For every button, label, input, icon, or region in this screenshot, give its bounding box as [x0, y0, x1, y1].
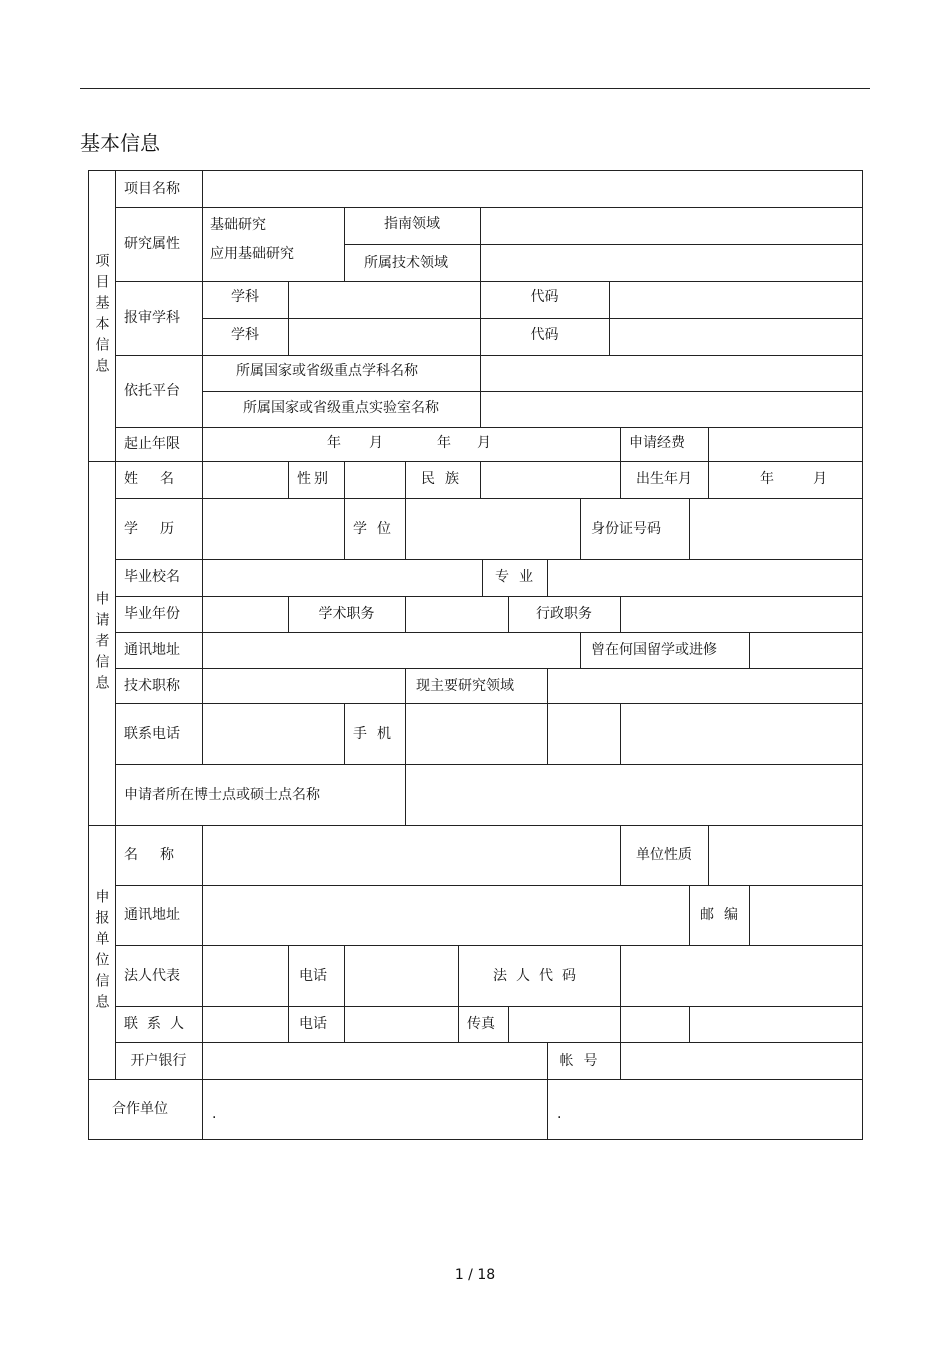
- subject-label-1: 学科: [231, 289, 259, 305]
- table-line: [288, 945, 289, 1042]
- guide-field-value[interactable]: [481, 208, 862, 244]
- page-title: 基本信息: [80, 131, 160, 155]
- gender-label: 性别: [297, 471, 331, 487]
- degree-field[interactable]: [406, 499, 580, 559]
- section-unit-info: 申报单位信息: [93, 889, 110, 1015]
- funding-label: 申请经费: [629, 435, 685, 451]
- academic-title-field[interactable]: [406, 597, 508, 632]
- grad-year-label: 毕业年份: [124, 606, 180, 622]
- research-attribute-options[interactable]: [202, 211, 294, 269]
- platform-label: 依托平台: [124, 383, 180, 399]
- option-basic-research[interactable]: 基础研究: [210, 217, 266, 233]
- ethnicity-field[interactable]: [481, 462, 620, 498]
- doctoral-point-label: 申请者所在博士点或硕士点名称: [124, 786, 320, 803]
- unit-name-label: 名称: [124, 847, 196, 863]
- bank-field[interactable]: [203, 1043, 547, 1079]
- education-field[interactable]: [203, 499, 344, 559]
- table-line: [405, 668, 406, 703]
- education-label: 学历: [124, 520, 196, 537]
- fax-extra-field-2[interactable]: [690, 1007, 862, 1042]
- option-applied-basic-research[interactable]: 应用基础研究: [210, 246, 294, 262]
- cooperation-label: 合作单位: [112, 1101, 168, 1117]
- legal-code-label: 法人代码: [493, 967, 585, 984]
- phone-field[interactable]: [203, 704, 344, 764]
- table-line: [580, 498, 581, 559]
- discipline-label: 报审学科: [124, 310, 180, 326]
- legal-code-field[interactable]: [621, 946, 862, 1006]
- applicant-address-field[interactable]: [203, 633, 580, 668]
- table-line: [708, 461, 709, 498]
- key-lab-label: 所属国家或省级重点实验室名称: [243, 400, 439, 416]
- period-year-start: 年: [327, 435, 341, 451]
- unit-name-field[interactable]: [203, 826, 620, 885]
- code-field-1[interactable]: [610, 282, 862, 318]
- tech-field-label: 所属技术领域: [364, 254, 448, 271]
- applicant-address-label: 通讯地址: [124, 642, 180, 658]
- tech-field-value[interactable]: [481, 245, 862, 281]
- fax-field[interactable]: [509, 1007, 620, 1042]
- key-lab-field[interactable]: [481, 392, 862, 427]
- contact-tel-label: 电话: [299, 1016, 327, 1032]
- mobile-extra-field[interactable]: [548, 704, 620, 764]
- period-month-start: 月: [369, 435, 383, 451]
- school-field[interactable]: [203, 560, 482, 596]
- table-line: [580, 632, 581, 668]
- legal-rep-tel-label: 电话: [299, 967, 327, 984]
- tech-title-field[interactable]: [203, 669, 405, 703]
- table-line: [862, 170, 863, 1140]
- code-label-2: 代码: [530, 327, 559, 343]
- applicant-name-label: 姓名: [124, 471, 196, 487]
- cooperation-field-left[interactable]: .: [212, 1105, 217, 1122]
- phone-label: 联系电话: [124, 725, 180, 742]
- admin-title-field[interactable]: [621, 597, 862, 632]
- contact-field[interactable]: [203, 1007, 288, 1042]
- account-label: 帐号: [559, 1052, 608, 1069]
- code-label-1: 代码: [530, 289, 559, 305]
- legal-rep-field[interactable]: [203, 946, 288, 1006]
- period-year-end: 年: [437, 435, 451, 451]
- unit-nature-label: 单位性质: [636, 847, 692, 863]
- bank-label: 开户银行: [130, 1052, 187, 1069]
- subject-field-2[interactable]: [289, 319, 480, 355]
- key-discipline-label: 所属国家或省级重点学科名称: [236, 362, 418, 379]
- account-field[interactable]: [621, 1043, 862, 1079]
- research-attribute-label: 研究属性: [124, 236, 180, 252]
- fax-label: 传真: [467, 1016, 495, 1032]
- header-rule: [80, 88, 870, 89]
- unit-nature-field[interactable]: [709, 826, 862, 885]
- id-number-field[interactable]: [690, 499, 862, 559]
- degree-label: 学位: [353, 520, 401, 537]
- abroad-label: 曾在何国留学或进修: [591, 642, 717, 658]
- period-label: 起止年限: [124, 436, 180, 452]
- unit-address-label: 通讯地址: [124, 907, 180, 923]
- grad-year-field[interactable]: [203, 597, 288, 632]
- legal-rep-label: 法人代表: [124, 967, 180, 984]
- section-applicant-info: 申请者信息: [93, 590, 110, 696]
- unit-address-field[interactable]: [203, 886, 689, 945]
- birth-month: 月: [813, 471, 827, 487]
- birth-year: 年: [760, 471, 774, 487]
- postcode-field[interactable]: [750, 886, 862, 945]
- mobile-label: 手机: [353, 725, 401, 742]
- contact-label: 联系人: [124, 1016, 193, 1032]
- mobile-field[interactable]: [406, 704, 547, 764]
- table-line: [482, 559, 483, 596]
- funding-field[interactable]: [709, 428, 862, 461]
- research-field-value[interactable]: [548, 669, 862, 703]
- subject-label-2: 学科: [231, 327, 259, 343]
- page-number: 1 / 18: [454, 1267, 496, 1283]
- doctoral-point-field[interactable]: [406, 765, 862, 825]
- admin-title-label: 行政职务: [536, 606, 592, 622]
- research-field-label: 现主要研究领域: [416, 677, 514, 694]
- tech-title-label: 技术职称: [124, 677, 180, 694]
- birth-label: 出生年月: [636, 471, 692, 487]
- project-name-label: 项目名称: [124, 180, 180, 197]
- mobile-extra-field-2[interactable]: [621, 704, 862, 764]
- academic-title-label: 学术职务: [318, 606, 375, 622]
- applicant-name-field[interactable]: [203, 462, 288, 498]
- abroad-field[interactable]: [750, 633, 862, 668]
- period-month-end: 月: [477, 435, 491, 451]
- key-discipline-field[interactable]: [481, 356, 862, 391]
- table-line: [689, 885, 690, 945]
- gender-field[interactable]: [345, 462, 405, 498]
- section-project-info: 项目基本信息: [93, 252, 110, 379]
- code-field-2[interactable]: [610, 319, 862, 355]
- project-name-field[interactable]: [203, 171, 862, 207]
- major-label: 专业: [495, 569, 543, 585]
- contact-tel-field[interactable]: [345, 1007, 458, 1042]
- table-line: [405, 461, 406, 498]
- cooperation-field-right[interactable]: .: [557, 1105, 562, 1122]
- legal-rep-tel-field[interactable]: [345, 946, 458, 1006]
- fax-extra-field[interactable]: [621, 1007, 689, 1042]
- postcode-label: 邮编: [700, 907, 748, 923]
- id-number-label: 身份证号码: [591, 520, 661, 537]
- subject-field-1[interactable]: [289, 282, 480, 318]
- ethnicity-label: 民族: [421, 471, 469, 487]
- major-field[interactable]: [548, 560, 862, 596]
- school-label: 毕业校名: [124, 569, 180, 585]
- guide-field-label: 指南领域: [384, 216, 440, 232]
